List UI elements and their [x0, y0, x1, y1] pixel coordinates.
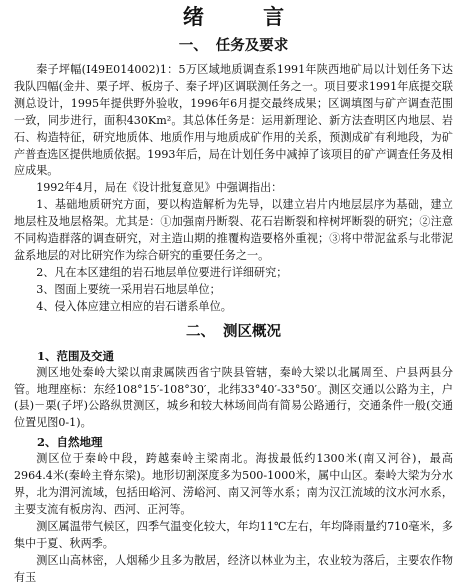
list-item: 3、图面上要统一采用岩石地层单位； [36, 282, 221, 296]
paragraph-scope-transport: 测区地处秦岭大梁以南隶属陕西省宁陕县管辖，秦岭大梁以北属周至、户县两县分管。地理座标：东经108°15′-108°30′，北纬33°40′-33°50′。测区交通以公路为主，户(县)－栗(子坪)公路纵贯测区，城乡和较大林场间尚有简易公路通行，交通条件一般(交通位置见图0-1)。 [14, 365, 453, 430]
section-title: 测区概况 [223, 322, 281, 340]
paragraph-design-approval: 1992年4月，局在《设计批复意见》中强调指出： [36, 181, 283, 195]
subsection-heading-scope-transport: 1、范围及交通 [37, 348, 115, 363]
paragraph-economy: 测区山高林密，人烟稀少且多为散居，经济以林业为主，农业较为落后，主要农作物有玉 [14, 553, 453, 584]
document-title: 绪 言 [182, 4, 311, 29]
section-number: 二、 [186, 322, 215, 340]
paragraph-terrain: 测区位于秦岭中段，跨越秦岭主梁南北。海拔最低约1300米(南又河谷)，最高2964.4米(秦岭主脊东梁)。地形切割深度多为500-1000米，属中山区。秦岭大梁为分水界，北为渭河流域，包括田峪河、涝峪河、南又河等水系；南为汉江流域的汶水河水系，主要支流有板房沟、西河、正河等。 [14, 452, 453, 516]
section-title: 任务及要求 [215, 37, 289, 54]
section-heading-tasks [14, 36, 453, 56]
subsection-heading-natural-geography: 2、自然地理 [37, 435, 103, 450]
section-heading-survey-area [14, 322, 453, 342]
paragraph-climate: 测区属温带气候区，四季气温变化较大，年均11℃左右，年均降雨量约710毫米，多集中于夏、秋两季。 [14, 519, 453, 550]
list-item: 4、侵入体应建立相应的岩石谱系单位。 [36, 299, 232, 313]
list-item: 2、凡在本区建组的岩石地层单位要进行详细研究； [36, 265, 288, 279]
paragraph-task-overview: 秦子坪幅(Ⅰ49E014002)1：5万区域地质调查系1991年陕西地矿局以计划任务下达我队四幅(金井、栗子坪、板房子、秦子坪)区调联测任务之一。项目要求1991年底提交联测总设计，1995年提供野外验收，1996年6月提交最终成果；区调填图与矿产调查范围一致，同步进行，面积430Km²。其总体任务是：运用新理论、新方法查明区内地层、岩石、构造特征，研究地质体、地质作用与地质成矿作用的关系，预测成矿有利地段，为矿产普查选区提供地质依据。1993年后，局在计划任务中减掉了该项目的矿产调查任务及相应成果。 [14, 63, 453, 178]
list-item: 1、基础地质研究方面，要以构造解析为先导，以建立岩片内地层层序为基础，建立地层柱及地层格架。尤其是：①加强南丹断裂、花石岩断裂和梓树坪断裂的研究；②注意不同构造群落的调查研究，对主造山期的推覆构造要格外重视；③将中带泥盆系与北带泥盆系地层的对比研究作为综合研究的重要任务之一。 [14, 198, 453, 262]
section-number: 一、 [178, 37, 208, 54]
